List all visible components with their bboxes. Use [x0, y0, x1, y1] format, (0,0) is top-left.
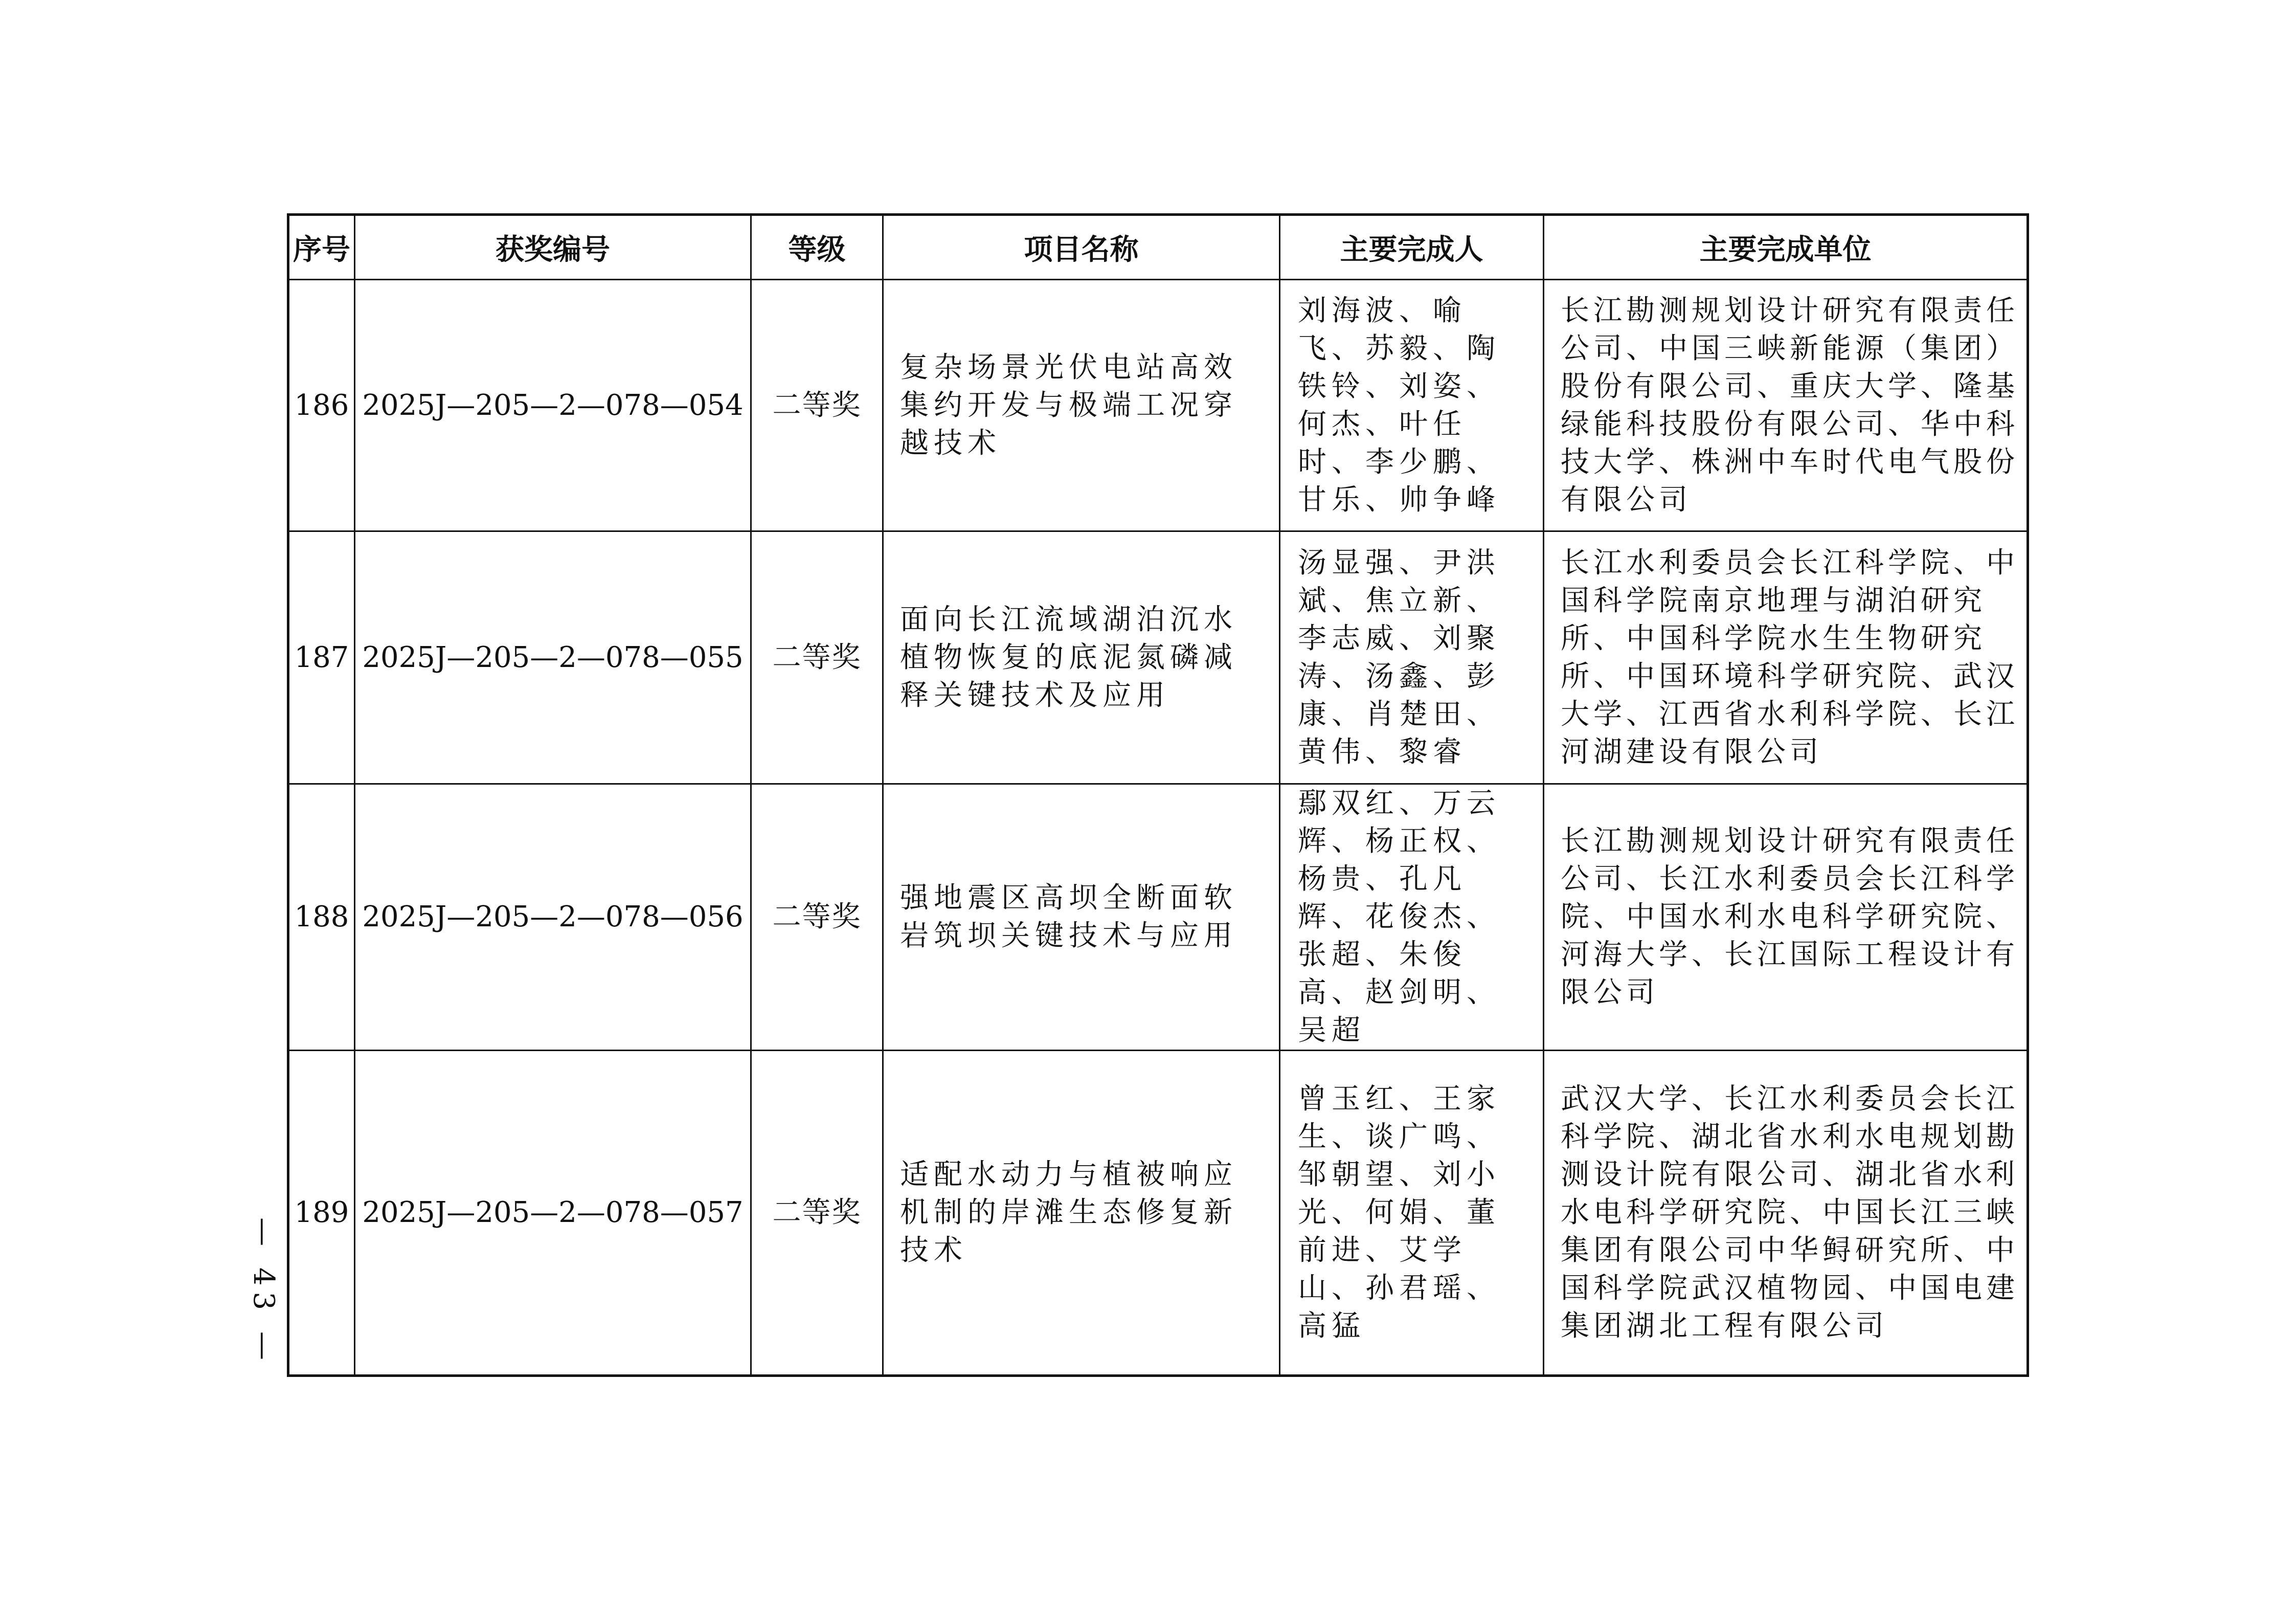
cell-main-units: 武汉大学、长江水利委员会长江科学院、湖北省水利水电规划勘测设计院有限公司、湖北省水利水电科学研究院、中国长江三峡集团有限公司中华鲟研究所、中国科学院武汉植物园、中国电建集团湖北工程有限公司: [1544, 1051, 2028, 1376]
header-project-name: 项目名称: [883, 215, 1280, 280]
table-row: [288, 531, 2028, 784]
cell-level: 二等奖: [751, 1051, 883, 1376]
cell-seq: 187: [288, 531, 355, 784]
cell-project-name: 适配水动力与植被响应机制的岸滩生态修复新技术: [883, 1051, 1280, 1376]
cell-award-code: 2025J—205—2—078—055: [355, 531, 751, 784]
cell-main-people: 曾玉红、王家生、谈广鸣、邹朝望、刘小光、何娟、董前进、艾学山、孙君瑶、高猛: [1280, 1051, 1544, 1376]
header-row: [288, 215, 2028, 280]
table-row: [288, 280, 2028, 531]
cell-main-people: 汤显强、尹洪斌、焦立新、李志威、刘聚涛、汤鑫、彭康、肖楚田、黄伟、黎睿: [1280, 531, 1544, 784]
cell-seq: 188: [288, 784, 355, 1051]
award-table: [287, 213, 2029, 1377]
table-row: [288, 1051, 2028, 1376]
cell-main-people: 刘海波、喻飞、苏毅、陶铁铃、刘姿、何杰、叶任时、李少鹏、甘乐、帅争峰: [1280, 280, 1544, 531]
cell-seq: 189: [288, 1051, 355, 1376]
header-main-units: 主要完成单位: [1544, 215, 2028, 280]
cell-seq: 186: [288, 280, 355, 531]
cell-level: 二等奖: [751, 531, 883, 784]
cell-main-people: 鄢双红、万云辉、杨正权、杨贵、孔凡辉、花俊杰、张超、朱俊高、赵剑明、吴超: [1280, 784, 1544, 1051]
cell-main-units: 长江勘测规划设计研究有限责任公司、中国三峡新能源（集团）股份有限公司、重庆大学、隆基绿能科技股份有限公司、华中科技大学、株洲中车时代电气股份有限公司: [1544, 280, 2028, 531]
cell-project-name: 强地震区高坝全断面软岩筑坝关键技术与应用: [883, 784, 1280, 1051]
header-award-code: 获奖编号: [355, 215, 751, 280]
cell-award-code: 2025J—205—2—078—057: [355, 1051, 751, 1376]
cell-award-code: 2025J—205—2—078—056: [355, 784, 751, 1051]
cell-main-units: 长江勘测规划设计研究有限责任公司、长江水利委员会长江科学院、中国水利水电科学研究院、河海大学、长江国际工程设计有限公司: [1544, 784, 2028, 1051]
page-number: [240, 1199, 286, 1384]
cell-level: 二等奖: [751, 784, 883, 1051]
cell-project-name: 复杂场景光伏电站高效集约开发与极端工况穿越技术: [883, 280, 1280, 531]
cell-award-code: 2025J—205—2—078—054: [355, 280, 751, 531]
cell-level: 二等奖: [751, 280, 883, 531]
page-number-text: — 43 —: [246, 1217, 280, 1366]
cell-project-name: 面向长江流域湖泊沉水植物恢复的底泥氮磷减释关键技术及应用: [883, 531, 1280, 784]
header-seq: 序号: [288, 215, 355, 280]
table-row: [288, 784, 2028, 1051]
cell-main-units: 长江水利委员会长江科学院、中国科学院南京地理与湖泊研究所、中国科学院水生生物研究所、中国环境科学研究院、武汉大学、江西省水利科学院、长江河湖建设有限公司: [1544, 531, 2028, 784]
header-level: 等级: [751, 215, 883, 280]
header-main-people: 主要完成人: [1280, 215, 1544, 280]
